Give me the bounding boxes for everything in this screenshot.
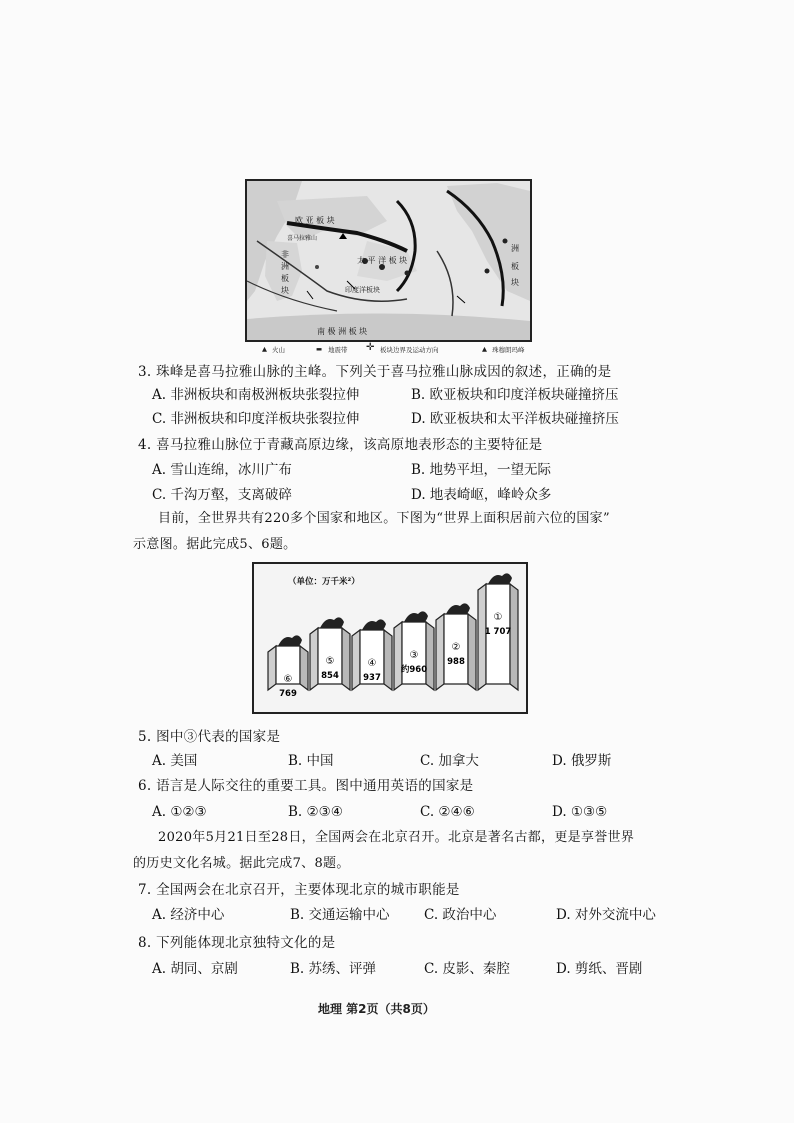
label-pacific-plate: 太 平 洋 板 块: [357, 256, 408, 265]
q3-option-d: D. 欧亚板块和太平洋板块碰撞挤压: [411, 411, 619, 427]
q6-option-a: A. ①②③: [152, 804, 207, 820]
country-bar-1: [268, 635, 308, 699]
country-bar-number: ⑤: [325, 656, 335, 667]
map-legend: [256, 343, 536, 357]
intro-5-6-line1: 目前，全世界共有220多个国家和地区。下图为“世界上面积居前六位的国家”: [158, 511, 610, 526]
q5-option-b: B. 中国: [288, 753, 334, 769]
label-indian-ocean-plate: 印度洋板块: [345, 286, 380, 294]
country-bar-2: [310, 617, 350, 690]
q7-option-c: C. 政治中心: [424, 907, 497, 923]
q3-option-b: B. 欧亚板块和印度洋板块碰撞挤压: [411, 387, 619, 403]
country-bar-value: 854: [321, 671, 339, 681]
q8-option-b: B. 苏绣、评弹: [290, 961, 377, 977]
label-america-3: 块: [511, 278, 519, 287]
q4-stem: 4. 喜马拉雅山脉位于青藏高原边缘，该高原地表形态的主要特征是: [138, 437, 543, 453]
legend-earthquake: 地震带: [328, 346, 348, 354]
country-bar-value: 988: [447, 657, 465, 667]
country-bar-3: [352, 619, 392, 690]
country-bar-number: ④: [367, 658, 377, 669]
legend-peak: 珠穆朗玛峰: [492, 346, 525, 354]
label-africa-2: 洲: [281, 262, 289, 271]
q8-option-c: C. 皮影、秦腔: [424, 961, 510, 977]
q4-option-c: C. 千沟万壑，支离破碎: [152, 487, 292, 503]
country-bar-6: [478, 573, 518, 690]
chart-unit-label: （单位：万千米²）: [288, 577, 360, 587]
q3-stem: 3. 珠峰是喜马拉雅山脉的主峰。下列关于喜马拉雅山脉成因的叙述，正确的是: [138, 364, 612, 380]
legend-volcano-icon: ▲: [262, 345, 267, 353]
legend-earthquake-icon: ▬: [316, 345, 323, 353]
intro-7-8-line2: 的历史文化名城。据此完成7、8题。: [133, 856, 350, 871]
label-antarctic-plate: 南 极 洲 板 块: [317, 327, 368, 336]
intro-5-6-line2: 示意图。据此完成5、6题。: [133, 537, 297, 552]
legend-peak-icon: ▲: [482, 345, 487, 353]
label-africa-4: 块: [281, 286, 289, 295]
country-bar-number: ②: [451, 642, 461, 653]
label-eurasia-plate: 欧 亚 板 块: [295, 216, 335, 225]
q7-option-b: B. 交通运输中心: [290, 907, 390, 923]
country-bar-number: ①: [493, 612, 503, 623]
country-bar-value: 约960: [400, 665, 428, 675]
q3-option-c: C. 非洲板块和印度洋板块张裂拉伸: [152, 411, 360, 427]
country-bar-number: ⑥: [283, 674, 293, 685]
country-bar-4: [394, 611, 434, 690]
legend-volcano: 火山: [272, 346, 285, 354]
q5-option-d: D. 俄罗斯: [552, 753, 612, 769]
q6-option-d: D. ①③⑤: [552, 804, 608, 820]
q8-stem: 8. 下列能体现北京独特文化的是: [138, 935, 336, 951]
country-bar-5: [436, 603, 476, 690]
label-himalaya: 喜马拉雅山: [287, 235, 318, 242]
q4-option-b: B. 地势平坦，一望无际: [411, 462, 552, 478]
q4-option-d: D. 地表崎岖，峰岭众多: [411, 487, 552, 503]
q5-option-c: C. 加拿大: [420, 753, 479, 769]
q6-stem: 6. 语言是人际交往的重要工具。图中通用英语的国家是: [138, 778, 474, 794]
q7-option-a: A. 经济中心: [152, 907, 225, 923]
q7-option-d: D. 对外交流中心: [556, 907, 656, 923]
label-africa-3: 板: [281, 274, 289, 283]
legend-boundary: 板块边界及运动方向: [380, 346, 439, 354]
label-africa-1: 非: [281, 250, 289, 259]
label-america-2: 板: [511, 262, 519, 271]
q8-option-d: D. 剪纸、晋剧: [556, 961, 643, 977]
plate-map-figure: [245, 179, 532, 342]
label-america-1: 洲: [511, 244, 519, 253]
q6-option-c: C. ②④⑥: [420, 804, 475, 820]
legend-boundary-icon: ✛: [366, 342, 375, 353]
q6-option-b: B. ②③④: [288, 804, 343, 820]
page-footer: 地理 第2页（共8页）: [318, 1002, 435, 1016]
country-bar-value: 769: [279, 689, 297, 699]
country-bar-value: 937: [363, 673, 381, 683]
q7-stem: 7. 全国两会在北京召开，主要体现北京的城市职能是: [138, 882, 460, 898]
q5-stem: 5. 图中③代表的国家是: [138, 729, 281, 745]
q8-option-a: A. 胡同、京剧: [152, 961, 238, 977]
country-bar-value: 1 707: [484, 627, 512, 637]
country-bar-number: ③: [409, 650, 419, 661]
q5-option-a: A. 美国: [152, 753, 198, 769]
q4-option-a: A. 雪山连绵，冰川广布: [152, 462, 292, 478]
intro-7-8-line1: 2020年5月21日至28日，全国两会在北京召开。北京是著名古都，更是享誉世界: [158, 830, 635, 845]
q3-option-a: A. 非洲板块和南极洲板块张裂拉伸: [152, 387, 360, 403]
